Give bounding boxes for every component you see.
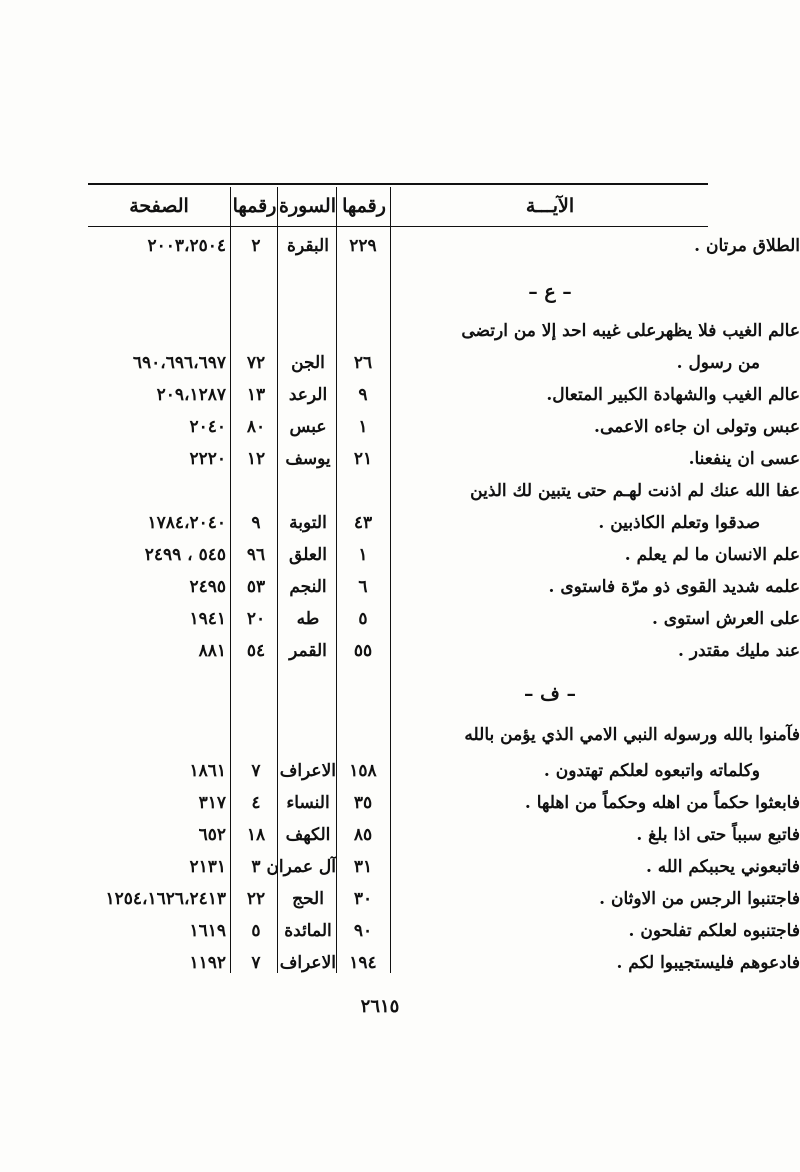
- ayah-text: فآمنوا بالله ورسوله النبي الامي الذي يؤمن بالله: [464, 725, 800, 745]
- surah-number: [234, 476, 278, 506]
- surah-name: الكهف: [285, 825, 331, 845]
- ayah-number: ١٩٤: [349, 953, 377, 973]
- ayah-text: من رسول .: [676, 353, 760, 373]
- ayah-number: [338, 720, 388, 750]
- ayah-number: ٤٣: [353, 513, 373, 533]
- table-row: [88, 348, 760, 378]
- table-header-rule: [88, 226, 708, 227]
- ayah-text: عالم الغيب فلا يظهرعلى غيبه احد إلا من ارتضى: [461, 321, 800, 341]
- page-refs: ٢٠٠٣،٢٥٠٤: [147, 236, 226, 256]
- ayah-number: ٦: [358, 577, 368, 597]
- ayah-text: علمه شديد القوى ذو مرّة فاستوى .: [548, 577, 800, 597]
- surah-name: [280, 720, 336, 750]
- surah-number: ٥٣: [246, 577, 266, 597]
- table-row: [88, 444, 800, 474]
- surah-number: [234, 316, 278, 346]
- table-row: [88, 636, 800, 666]
- ayah-text: فاجتنبوه لعلكم تفلحون .: [628, 921, 800, 941]
- ayah-number: ٩٠: [353, 921, 373, 941]
- table-row: [88, 476, 800, 506]
- ayah-number: ٢١: [353, 449, 373, 469]
- page-refs: ٦٥٢: [198, 825, 226, 845]
- surah-name: الحج: [292, 889, 324, 909]
- header-surah-number: رقمها: [232, 195, 277, 217]
- table-top-rule: [88, 183, 708, 185]
- ayah-text: علم الانسان ما لم يعلم .: [624, 545, 800, 565]
- ayah-text: فاتبع سبباً حتى اذا بلغ .: [636, 825, 800, 845]
- surah-name: البقرة: [287, 236, 329, 256]
- page-refs: ١٢٥٤،١٦٢٦،٢٤١٣: [105, 889, 226, 909]
- ayah-text: الطلاق مرتان .: [694, 236, 800, 256]
- page-refs: ٢١٣١: [189, 857, 226, 877]
- surah-name: النساء: [286, 793, 330, 813]
- surah-name: يوسف: [285, 449, 331, 469]
- page-refs: ١٦١٩: [189, 921, 226, 941]
- surah-name: القمر: [289, 641, 327, 661]
- ayah-text: عفا الله عنك لم اذنت لهـم حتى يتبين لك الذين: [470, 481, 800, 501]
- surah-number: ٢٠: [246, 609, 266, 629]
- surah-number: ٧: [251, 953, 261, 973]
- ayah-number: ١٥٨: [349, 761, 377, 781]
- table-row: [88, 756, 760, 786]
- section-letter: – ف –: [524, 683, 576, 705]
- page-refs: [88, 316, 230, 346]
- surah-name: النجم: [289, 577, 327, 597]
- page-refs: ٦٩٠،٦٩٦،٦٩٧: [132, 353, 226, 373]
- surah-number: ٥٤: [246, 641, 266, 661]
- surah-number: [234, 720, 278, 750]
- ayah-number: ٢٦: [353, 353, 373, 373]
- surah-name: الجن: [291, 353, 325, 373]
- page-refs: ٢٠٤٠: [189, 417, 226, 437]
- surah-name: [280, 316, 336, 346]
- ayah-number: ٢٢٩: [349, 236, 377, 256]
- surah-number: ١٨: [246, 825, 266, 845]
- table-row: [88, 852, 800, 882]
- table-row: [88, 540, 800, 570]
- surah-number: ٥: [251, 921, 261, 941]
- ayah-number: ٥٥: [353, 641, 373, 661]
- table-row: [88, 412, 800, 442]
- ayah-number: ٥: [358, 609, 368, 629]
- surah-number: ١٢: [246, 449, 266, 469]
- surah-number: ٧٢: [246, 353, 266, 373]
- page-refs: ١٩٤١: [189, 609, 226, 629]
- page-refs: ٢٤٩٥: [189, 577, 226, 597]
- surah-name: آل عمران: [266, 857, 336, 877]
- ayah-text: عسى ان ينفعنا.: [688, 449, 800, 469]
- page-refs: [88, 476, 230, 506]
- table-row: [88, 572, 800, 602]
- table-row: [88, 720, 800, 750]
- surah-name: الرعد: [288, 385, 328, 405]
- surah-number: ٨٠: [246, 417, 266, 437]
- page-refs: ٥٤٥ ، ٢٤٩٩: [144, 545, 226, 565]
- surah-number: ٣: [251, 857, 261, 877]
- surah-number: ٤: [251, 793, 261, 813]
- surah-name: عبس: [289, 417, 327, 437]
- ayah-number: ٨٥: [353, 825, 373, 845]
- ayah-text: عند مليك مقتدر .: [677, 641, 800, 661]
- surah-number: ٩: [251, 513, 261, 533]
- surah-number: ٢٢: [246, 889, 266, 909]
- ayah-number: ٣١: [353, 857, 373, 877]
- surah-name: الاعراف: [279, 953, 336, 973]
- surah-number: ٩٦: [246, 545, 266, 565]
- header-ayah: الآيـــة: [525, 195, 575, 217]
- ayah-text: فابعثوا حكماً من اهله وحكماً من اهلها .: [524, 793, 800, 813]
- page-refs: ٨٨١: [198, 641, 226, 661]
- page-refs: [88, 720, 230, 750]
- surah-name: الاعراف: [279, 761, 336, 781]
- ayah-number: [338, 316, 388, 346]
- page-refs: ٢٢٢٠: [189, 449, 226, 469]
- table-row: [88, 884, 800, 914]
- header-page: الصفحة: [129, 195, 189, 217]
- ayah-text: وكلماته واتبعوه لعلكم تهتدون .: [543, 761, 760, 781]
- table-row: [88, 380, 800, 410]
- surah-name: العلق: [289, 545, 327, 565]
- ayah-text: فاتبعوني يحببكم الله .: [645, 857, 800, 877]
- table-row: [88, 820, 800, 850]
- ayah-number: ١: [358, 417, 368, 437]
- ayah-text: صدقوا وتعلم الكاذبين .: [598, 513, 760, 533]
- ayah-number: [338, 476, 388, 506]
- header-surah: السورة: [279, 195, 336, 217]
- table-row: [88, 916, 800, 946]
- surah-number: ١٣: [246, 385, 266, 405]
- ayah-text: فاجتنبوا الرجس من الاوثان .: [599, 889, 800, 909]
- ayah-number: ٣٥: [353, 793, 373, 813]
- surah-number: ٢: [251, 236, 261, 256]
- ayah-number: ٣٠: [353, 889, 373, 909]
- page-refs: ٣١٧: [198, 793, 226, 813]
- table-row: [88, 231, 800, 261]
- table-row: [88, 604, 800, 634]
- ayah-text: عبس وتولى ان جاءه الاعمى.: [594, 417, 800, 437]
- surah-name: التوبة: [289, 513, 327, 533]
- surah-number: ٧: [251, 761, 261, 781]
- table-row: [88, 788, 800, 818]
- header-ayah-number: رقمها: [342, 195, 386, 217]
- page-refs: ١١٩٢: [189, 953, 226, 973]
- page-refs: ١٧٨٤،٢٠٤٠: [147, 513, 226, 533]
- ayah-text: فادعوهم فليستجيبوا لكم .: [616, 953, 800, 973]
- surah-name: [280, 476, 336, 506]
- page-refs: ١٨٦١: [189, 761, 226, 781]
- ayah-text: عالم الغيب والشهادة الكبير المتعال.: [546, 385, 800, 405]
- ayah-number: ٩: [358, 385, 368, 405]
- page-number: ٢٦١٥: [360, 996, 400, 1017]
- section-letter: – ع –: [528, 281, 572, 303]
- surah-name: طه: [296, 609, 320, 629]
- surah-name: المائدة: [284, 921, 332, 941]
- ayah-text: على العرش استوى .: [651, 609, 800, 629]
- page-refs: ٢٠٩،١٢٨٧: [156, 385, 226, 405]
- table-row: [88, 948, 800, 978]
- ayah-number: ١: [358, 545, 368, 565]
- table-row: [88, 316, 800, 346]
- table-row: [88, 508, 760, 538]
